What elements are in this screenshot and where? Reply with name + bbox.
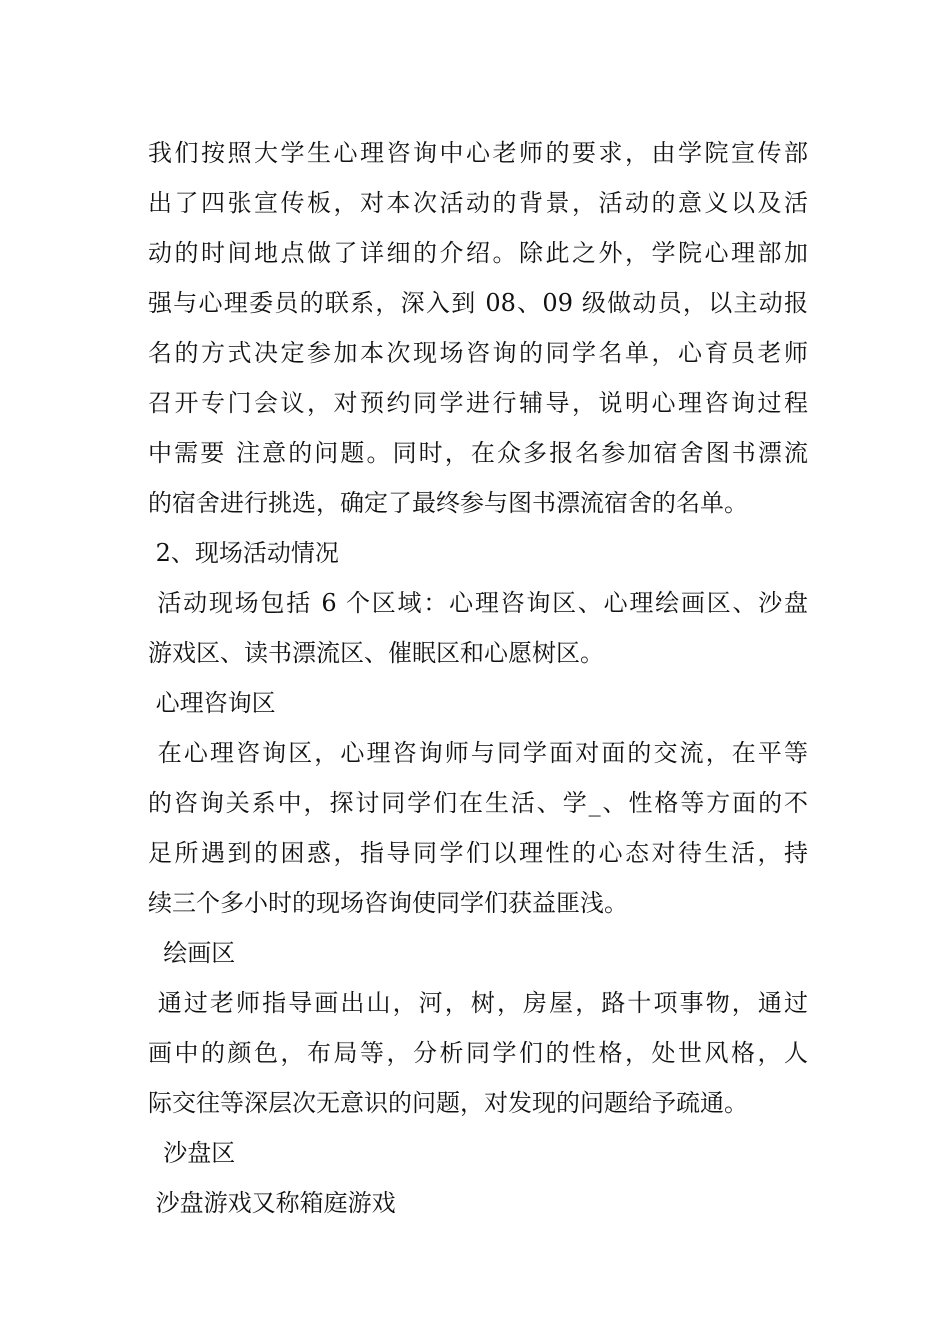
text-line: 际交往等深层次无意识的问题，对发现的问题给予疏通。 bbox=[148, 1089, 748, 1117]
text-line: 出了四张宣传板，对本次活动的背景，活动的意义以及活 bbox=[148, 189, 808, 217]
text-line: 强与心理委员的联系，深入到 08、09 级做动员，以主动报 bbox=[148, 289, 808, 317]
document-body bbox=[148, 128, 808, 1228]
text-line: 沙盘游戏又称箱庭游戏 bbox=[148, 1189, 396, 1217]
text-line: 名的方式决定参加本次现场咨询的同学名单，心育员老师 bbox=[148, 339, 808, 367]
text-line: 召开专门会议，对预约同学进行辅导，说明心理咨询过程 bbox=[148, 389, 808, 417]
text-line: 的咨询关系中，探讨同学们在生活、学_、性格等方面的不 bbox=[148, 789, 808, 817]
text-line: 足所遇到的困惑，指导同学们以理性的心态对待生活，持 bbox=[148, 839, 808, 867]
subsection-heading: 绘画区 bbox=[148, 939, 236, 967]
text-line: 活动现场包括 6 个区域：心理咨询区、心理绘画区、沙盘 bbox=[148, 589, 808, 617]
text-line: 我们按照大学生心理咨询中心老师的要求，由学院宣传部 bbox=[148, 139, 808, 167]
text-line: 动的时间地点做了详细的介绍。除此之外，学院心理部加 bbox=[148, 239, 808, 267]
section-heading: 2、现场活动情况 bbox=[148, 539, 339, 567]
subsection-heading: 心理咨询区 bbox=[148, 689, 276, 717]
text-line: 游戏区、读书漂流区、催眠区和心愿树区。 bbox=[148, 639, 604, 667]
text-line: 在心理咨询区，心理咨询师与同学面对面的交流，在平等 bbox=[148, 739, 808, 767]
text-line: 通过老师指导画出山，河，树，房屋，路十项事物，通过 bbox=[148, 989, 808, 1017]
text-line: 续三个多小时的现场咨询使同学们获益匪浅。 bbox=[148, 889, 628, 917]
text-line: 画中的颜色，布局等，分析同学们的性格，处世风格，人 bbox=[148, 1039, 808, 1067]
subsection-heading: 沙盘区 bbox=[148, 1139, 236, 1167]
text-line: 中需要 注意的问题。同时，在众多报名参加宿舍图书漂流 bbox=[148, 439, 808, 467]
text-line: 的宿舍进行挑选，确定了最终参与图书漂流宿舍的名单。 bbox=[148, 489, 748, 517]
